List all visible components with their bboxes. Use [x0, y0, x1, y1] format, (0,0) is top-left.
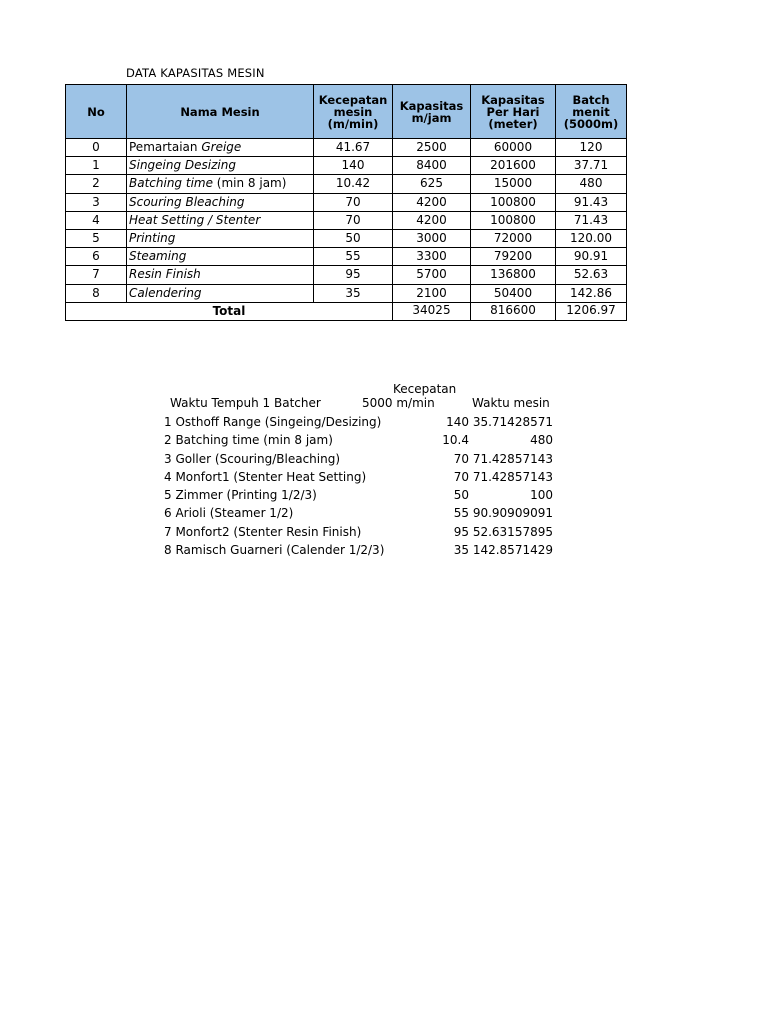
waktu-machine-name: 8 Ramisch Guarneri (Calender 1/2/3): [164, 543, 385, 558]
machine-name-italic: Resin Finish: [129, 267, 201, 282]
cell-kecepatan: 95: [314, 266, 393, 284]
cell-batch: 71.43: [556, 211, 627, 229]
kecepatan-header: Kecepatan: [393, 382, 457, 396]
cell-kecepatan: 55: [314, 248, 393, 266]
table-row: [66, 266, 627, 284]
cell-kapasitas: 625: [393, 175, 471, 193]
waktu-speed: 70: [453, 469, 469, 484]
waktu-tempuh-label: Waktu Tempuh 1 Batcher: [170, 396, 321, 410]
waktu-speed: 10.4: [442, 433, 469, 448]
cell-kapasitas: 4200: [393, 193, 471, 211]
list-item: [160, 523, 580, 541]
waktu-tempuh-section: [160, 380, 580, 559]
cell-nama-mesin: [127, 284, 314, 302]
cell-per-hari: 72000: [471, 229, 556, 247]
machine-name-italic: Greige: [201, 140, 242, 155]
table-row: [66, 175, 627, 193]
total-label: Total: [66, 302, 393, 321]
speed-unit-header: 5000 m/min: [362, 396, 435, 410]
cell-no: 3: [66, 193, 127, 211]
cell-batch: 90.91: [556, 248, 627, 266]
list-item: [160, 431, 580, 449]
machine-name-italic: Heat Setting / Stenter: [129, 212, 261, 227]
cell-per-hari: 79200: [471, 248, 556, 266]
cell-nama-mesin: [127, 157, 314, 175]
cell-nama-mesin: [127, 266, 314, 284]
cell-per-hari: 100800: [471, 211, 556, 229]
waktu-speed: 55: [453, 506, 469, 521]
waktu-time: 71.42857143: [472, 451, 553, 466]
cell-batch: 91.43: [556, 193, 627, 211]
table-row: [66, 248, 627, 266]
table-row: [66, 157, 627, 175]
cell-nama-mesin: [127, 175, 314, 193]
header-kapasitas: Kapasitas m/jam: [393, 85, 471, 139]
machine-name-text: (min 8 jam): [212, 176, 287, 191]
machine-name-italic: Scouring Bleaching: [129, 194, 245, 209]
cell-nama-mesin: [127, 248, 314, 266]
cell-batch: 120: [556, 139, 627, 157]
cell-batch: 52.63: [556, 266, 627, 284]
cell-kapasitas: 8400: [393, 157, 471, 175]
cell-nama-mesin: [127, 193, 314, 211]
cell-no: 6: [66, 248, 127, 266]
cell-batch: 120.00: [556, 229, 627, 247]
cell-no: 7: [66, 266, 127, 284]
cell-per-hari: 50400: [471, 284, 556, 302]
total-per-hari: 816600: [471, 302, 556, 321]
waktu-speed: 50: [453, 488, 469, 503]
sheet-title: DATA KAPASITAS MESIN: [126, 66, 265, 80]
cell-kapasitas: 4200: [393, 211, 471, 229]
cell-kecepatan: 70: [314, 193, 393, 211]
list-item: [160, 486, 580, 504]
machine-name-italic: Batching time: [129, 176, 213, 191]
waktu-time: 142.8571429: [472, 543, 553, 558]
table-row: [66, 284, 627, 302]
waktu-time: 90.90909091: [472, 506, 553, 521]
cell-batch: 480: [556, 175, 627, 193]
cell-kapasitas: 2500: [393, 139, 471, 157]
waktu-speed: 140: [446, 415, 469, 429]
waktu-speed: 70: [453, 451, 469, 466]
waktu-time: 71.42857143: [472, 469, 553, 484]
waktu-mesin-header: Waktu mesin: [472, 396, 550, 410]
cell-no: 0: [66, 139, 127, 157]
waktu-machine-name: 4 Monfort1 (Stenter Heat Setting): [164, 469, 367, 484]
table-row: [66, 193, 627, 211]
cell-kecepatan: 70: [314, 211, 393, 229]
cell-batch: 142.86: [556, 284, 627, 302]
list-item: [160, 541, 580, 559]
table-row: [66, 211, 627, 229]
table-row: [66, 139, 627, 157]
waktu-time: 100: [530, 488, 553, 503]
cell-kapasitas: 3300: [393, 248, 471, 266]
waktu-machine-name: 1 Osthoff Range (Singeing/Desizing): [164, 415, 382, 429]
total-kapasitas: 34025: [393, 302, 471, 321]
cell-nama-mesin: [127, 229, 314, 247]
cell-kecepatan: 140: [314, 157, 393, 175]
cell-per-hari: 15000: [471, 175, 556, 193]
cell-kecepatan: 35: [314, 284, 393, 302]
table-header-row: [66, 85, 627, 139]
header-kapasitas-per-hari: Kapasitas Per Hari (meter): [471, 85, 556, 139]
cell-no: 8: [66, 284, 127, 302]
cell-kapasitas: 2100: [393, 284, 471, 302]
waktu-time: 480: [530, 433, 553, 448]
waktu-machine-name: 3 Goller (Scouring/Bleaching): [164, 451, 341, 466]
list-item: [160, 504, 580, 522]
cell-kecepatan: 41.67: [314, 139, 393, 157]
cell-kapasitas: 5700: [393, 266, 471, 284]
cell-kapasitas: 3000: [393, 229, 471, 247]
machine-name-italic: Steaming: [129, 249, 187, 264]
cell-per-hari: 60000: [471, 139, 556, 157]
cell-no: 1: [66, 157, 127, 175]
header-no: No: [66, 85, 127, 139]
header-batch: Batch menit (5000m): [556, 85, 627, 139]
machine-name-italic: Singeing Desizing: [129, 158, 236, 173]
waktu-rows: [160, 413, 580, 559]
machine-name-italic: Calendering: [129, 285, 202, 300]
list-item: [160, 450, 580, 468]
cell-per-hari: 201600: [471, 157, 556, 175]
machine-name-text: Pemartaian: [129, 140, 202, 155]
table-row: [66, 229, 627, 247]
kapasitas-mesin-table: [65, 84, 627, 321]
waktu-speed: 95: [453, 524, 469, 539]
list-item: [160, 413, 580, 431]
waktu-time: 52.63157895: [472, 524, 553, 539]
list-item: [160, 468, 580, 486]
cell-nama-mesin: [127, 211, 314, 229]
cell-per-hari: 100800: [471, 193, 556, 211]
cell-kecepatan: 50: [314, 229, 393, 247]
waktu-header: [160, 380, 580, 412]
cell-no: 4: [66, 211, 127, 229]
table-total-row: [66, 302, 627, 321]
cell-batch: 37.71: [556, 157, 627, 175]
waktu-machine-name: 6 Arioli (Steamer 1/2): [164, 506, 294, 521]
waktu-machine-name: 7 Monfort2 (Stenter Resin Finish): [164, 524, 362, 539]
waktu-machine-name: 5 Zimmer (Printing 1/2/3): [164, 488, 317, 503]
header-nama-mesin: Nama Mesin: [127, 85, 314, 139]
cell-no: 5: [66, 229, 127, 247]
table-body: [66, 139, 627, 303]
waktu-time: 35.71428571: [472, 415, 553, 429]
cell-kecepatan: 10.42: [314, 175, 393, 193]
machine-name-italic: Printing: [129, 231, 176, 246]
waktu-machine-name: 2 Batching time (min 8 jam): [164, 433, 333, 448]
cell-nama-mesin: [127, 139, 314, 157]
header-kecepatan: Kecepatan mesin (m/min): [314, 85, 393, 139]
cell-no: 2: [66, 175, 127, 193]
cell-per-hari: 136800: [471, 266, 556, 284]
waktu-speed: 35: [453, 543, 469, 558]
total-batch: 1206.97: [556, 302, 627, 321]
